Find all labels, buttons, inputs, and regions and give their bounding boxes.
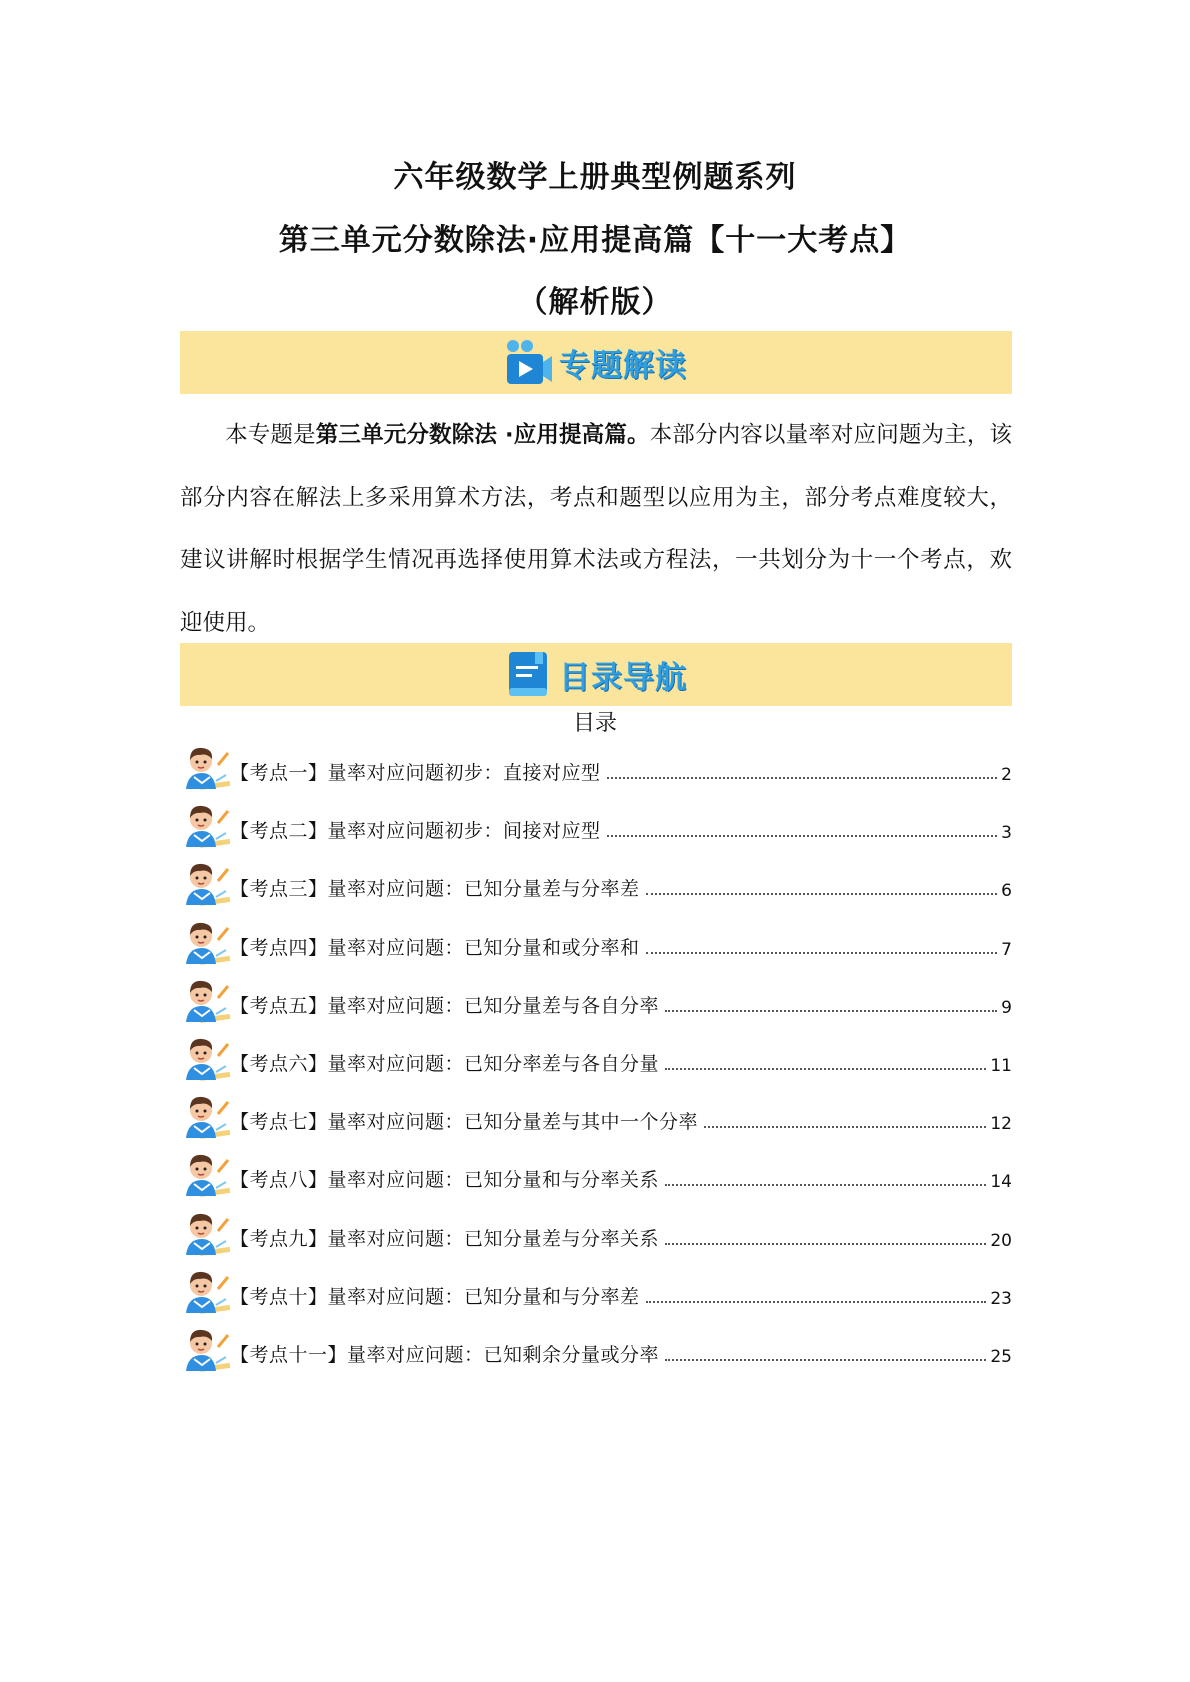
toc-entry [230, 1106, 1012, 1134]
toc-item-label: 【考点二】量率对应问题初步：间接对应型 [230, 820, 601, 843]
toc-item[interactable] [180, 1261, 1012, 1323]
toc-item-page: 2 [1001, 765, 1012, 785]
toc-entry [230, 932, 1012, 960]
book-icon [505, 650, 553, 700]
toc-entry [230, 1339, 1012, 1367]
toc-entry [230, 1048, 1012, 1076]
toc-item[interactable] [180, 737, 1012, 799]
toc-item-label: 【考点十】量率对应问题：已知分量和与分率差 [230, 1285, 640, 1308]
toc-item-page: 3 [1001, 823, 1012, 844]
toc-entry [230, 873, 1012, 901]
student-avatar-icon [180, 801, 232, 853]
toc-leader-dots [665, 1009, 997, 1012]
student-avatar-icon [180, 1209, 232, 1261]
toc-heading: 目录 [572, 711, 617, 736]
toc-item-label: 【考点七】量率对应问题：已知分量差与其中一个分率 [230, 1111, 699, 1134]
toc-entry [230, 990, 1012, 1018]
intro-rest: 本部分内容以量率对应问题为主，该部分内容在解法上多采用算术方法，考点和题型以应用为主，部分考点难度较大，建议讲解时根据学生情况再选择使用算术法或方程法，一共划分为十一个考点，欢迎使用。 [180, 422, 1012, 636]
student-avatar-icon [180, 1150, 232, 1202]
toc-item-label: 【考点四】量率对应问题：已知分量和或分率和 [230, 936, 640, 959]
toc-item[interactable] [180, 1086, 1012, 1148]
edition-label: （解析版） [517, 285, 673, 320]
toc-item-page: 20 [990, 1230, 1012, 1251]
toc-item-page: 23 [990, 1288, 1012, 1309]
toc-entry [230, 1281, 1012, 1309]
toc-item[interactable] [180, 912, 1012, 974]
toc-item[interactable] [180, 853, 1012, 915]
toc-item-page: 7 [1001, 939, 1012, 960]
toc-leader-dots [646, 951, 998, 954]
student-avatar-icon [180, 1034, 232, 1086]
toc-entry [230, 815, 1012, 843]
document-subtitle: 第三单元分数除法·应用提高篇【十一大考点】 [278, 223, 912, 258]
toc-item-label: 【考点六】量率对应问题：已知分率差与各自分量 [230, 1053, 660, 1075]
student-avatar-icon [180, 1325, 232, 1377]
toc-item-label: 【考点五】量率对应问题：已知分量差与各自分率 [230, 994, 660, 1017]
toc-leader-dots [704, 1125, 986, 1128]
toc-item[interactable] [180, 970, 1012, 1032]
toc-leader-dots [665, 1242, 986, 1245]
toc-item-page: 12 [990, 1114, 1012, 1135]
video-play-icon [505, 338, 553, 388]
toc-item-page: 25 [990, 1347, 1012, 1367]
toc-item-label: 【考点三】量率对应问题：已知分量差与分率差 [230, 878, 640, 901]
toc-leader-dots [665, 1067, 986, 1070]
toc-entry [230, 1223, 1012, 1251]
toc-item[interactable] [180, 1028, 1012, 1090]
toc-leader-dots [665, 1183, 986, 1186]
toc-item-label: 【考点一】量率对应问题初步：直接对应型 [230, 762, 601, 784]
intro-lead: 本专题是 [225, 422, 316, 448]
toc-item[interactable] [180, 1144, 1012, 1206]
student-avatar-icon [180, 918, 232, 970]
toc-item-label: 【考点八】量率对应问题：已知分量和与分率关系 [230, 1169, 660, 1192]
toc-item[interactable] [180, 1319, 1012, 1381]
topic-banner [180, 331, 1012, 394]
toc-leader-dots [646, 1300, 987, 1303]
toc-leader-dots [607, 776, 998, 779]
student-avatar-icon [180, 976, 232, 1028]
student-avatar-icon [180, 1267, 232, 1319]
toc-item-page: 6 [1001, 881, 1012, 902]
toc-entry [230, 757, 1012, 785]
toc-item-page: 14 [990, 1172, 1012, 1193]
student-avatar-icon [180, 859, 232, 911]
toc-leader-dots [665, 1358, 986, 1361]
toc-item-label: 【考点九】量率对应问题：已知分量差与分率关系 [230, 1227, 660, 1250]
intro-paragraph [180, 404, 1012, 654]
toc-item[interactable] [180, 1203, 1012, 1265]
toc-item-page: 9 [1001, 997, 1012, 1018]
document-title: 六年级数学上册典型例题系列 [393, 160, 797, 195]
intro-bold: 第三单元分数除法 ·应用提高篇。 [315, 422, 650, 448]
topic-banner-label: 专题解读 [559, 348, 687, 384]
toc-item[interactable] [180, 795, 1012, 857]
toc-banner-label: 目录导航 [559, 660, 687, 696]
student-avatar-icon [180, 743, 232, 795]
toc-leader-dots [646, 892, 998, 895]
toc-item-label: 【考点十一】量率对应问题：已知剩余分量或分率 [230, 1344, 660, 1366]
toc-banner [180, 643, 1012, 706]
toc-entry [230, 1164, 1012, 1192]
toc-item-page: 11 [990, 1056, 1012, 1076]
student-avatar-icon [180, 1092, 232, 1144]
toc-leader-dots [607, 834, 998, 837]
